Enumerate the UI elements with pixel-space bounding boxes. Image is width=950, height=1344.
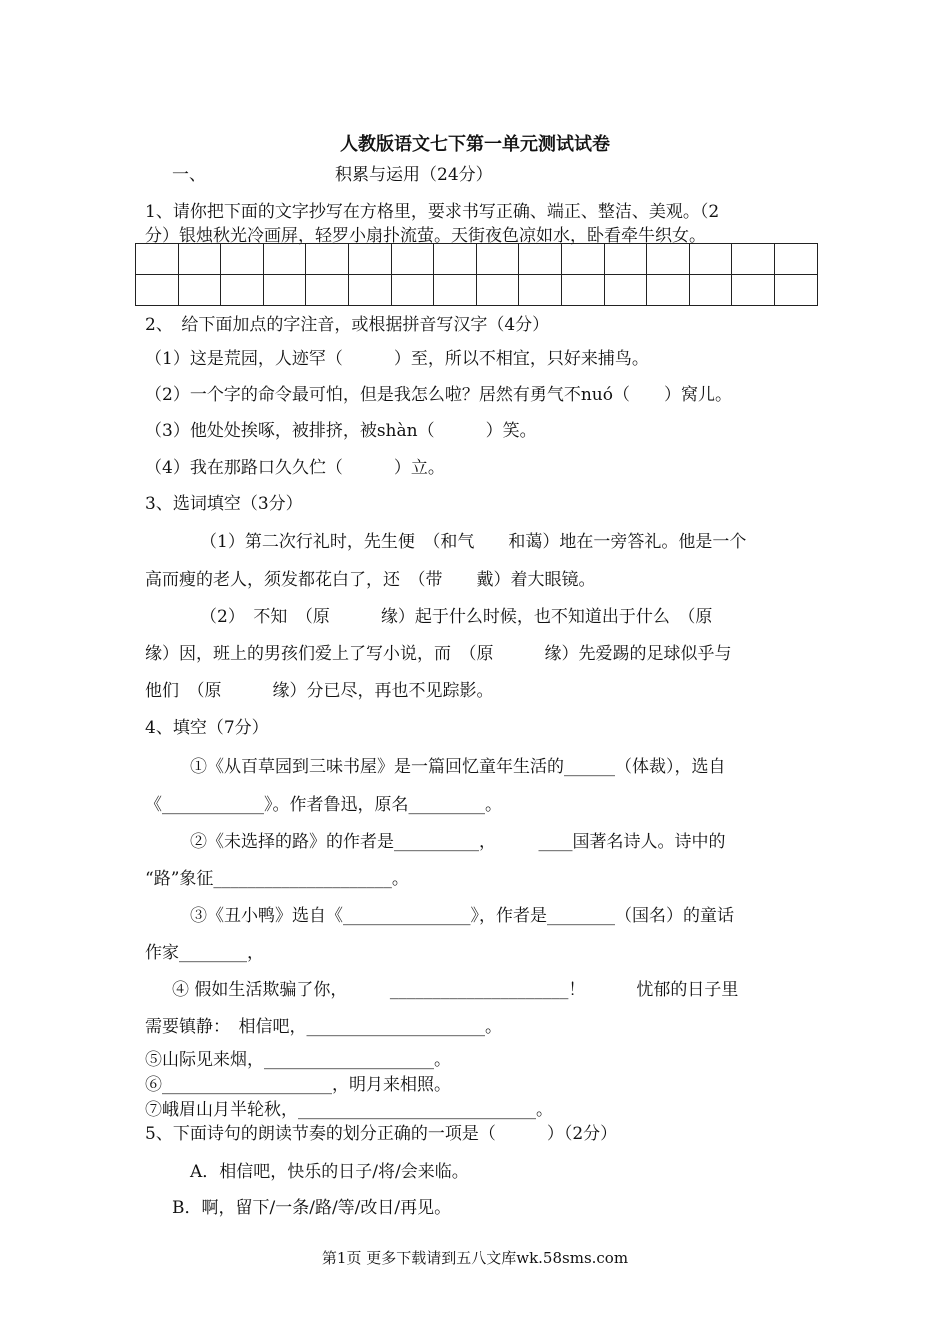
grid-cell[interactable] [689,244,732,275]
q4-item7: ⑦峨眉山月半轮秋，____________________________。 [145,1100,553,1120]
grid-cell[interactable] [221,275,264,306]
grid-cell[interactable] [391,275,434,306]
grid-cell[interactable] [732,244,775,275]
q3-p1-line2: 高而瘦的老人，须发都花白了，还 （带 戴）着大眼镜。 [145,570,596,590]
q4-item1-line2: 《____________》。作者鲁迅，原名_________。 [145,795,502,815]
grid-cell[interactable] [221,244,264,275]
q2-item-2: （2）一个字的命令最可怕，但是我怎么啦？居然有勇气不nuó（ ）窝儿。 [145,385,732,405]
grid-cell[interactable] [306,244,349,275]
q3-heading: 3、选词填空（3分） [145,494,303,514]
grid-cell[interactable] [604,244,647,275]
grid-cell[interactable] [519,244,562,275]
grid-cell[interactable] [732,275,775,306]
grid-cell[interactable] [434,244,477,275]
q3-p2-line2: 缘）因，班上的男孩们爱上了写小说，而 （原 缘）先爱踢的足球似乎与 [145,644,732,664]
grid-cell[interactable] [689,275,732,306]
q2-heading: 2、 给下面加点的字注音，或根据拼音写汉字（4分） [145,315,550,335]
q3-p2-line3: 他们 （原 缘）分已尽，再也不见踪影。 [145,681,494,701]
grid-cell[interactable] [774,275,817,306]
q4-heading: 4、填空（7分） [145,718,269,738]
grid-cell[interactable] [476,244,519,275]
grid-cell[interactable] [263,275,306,306]
writing-grid [135,243,818,306]
grid-cell[interactable] [774,244,817,275]
grid-cell[interactable] [604,275,647,306]
q2-item-4: （4）我在那路口久久伫（ ）立。 [145,458,445,478]
grid-cell[interactable] [178,275,221,306]
grid-cell[interactable] [519,275,562,306]
page-footer: 第1页 更多下载请到五八文库wk.58sms.com [321,1249,629,1267]
page-title: 人教版语文七下第一单元测试试卷 [340,134,610,155]
grid-cell[interactable] [178,244,221,275]
grid-cell[interactable] [348,275,391,306]
grid-cell[interactable] [348,244,391,275]
q4-item1-line1: ①《从百草园到三味书屋》是一篇回忆童年生活的______（体裁），选自 [190,757,726,777]
section-number: 一、 [172,165,206,185]
q4-item4-line1: ④ 假如生活欺骗了你， _____________________！ 忧郁的日子里 [172,980,739,1000]
grid-cell[interactable] [306,275,349,306]
section-heading: 积累与运用（24分） [335,165,493,185]
q4-item6: ⑥____________________，明月来相照。 [145,1075,451,1095]
q1-line1: 1、请你把下面的文字抄写在方格里，要求书写正确、端正、整洁、美观。（2 [145,202,720,222]
q5-heading: 5、下面诗句的朗读节奏的划分正确的一项是（ ）（2分） [145,1124,618,1144]
q4-item2-line1: ②《未选择的路》的作者是__________， ____国著名诗人。诗中的 [190,832,726,852]
q4-item2-line2: “路”象征_____________________。 [145,869,409,889]
grid-cell[interactable] [647,244,690,275]
grid-cell[interactable] [434,275,477,306]
q2-item-1: （1）这是荒园，人迹罕（ ）至，所以不相宜，只好来捕鸟。 [145,349,649,369]
grid-cell[interactable] [136,275,179,306]
q3-p1-line1: （1）第二次行礼时，先生便 （和气 和蔼）地在一旁答礼。他是一个 [200,532,747,552]
q1-line2: 分）银烛秋光冷画屏，轻罗小扇扑流萤。天街夜色凉如水，卧看牵牛织女。 [145,226,706,246]
grid-row [136,275,818,306]
q4-item4-line2: 需要镇静： 相信吧，_____________________。 [145,1017,502,1037]
q5-option-b: B．啊，留下/一条/路/等/改日/再见。 [172,1198,452,1218]
q2-item-3: （3）他处处挨啄，被排挤，被shàn（ ）笑。 [145,421,537,441]
q4-item3-line2: 作家________， [145,943,264,963]
q3-p2-line1: （2） 不知 （原 缘）起于什么时候，也不知道出于什么 （原 [200,607,713,627]
q4-item3-line1: ③《丑小鸭》选自《_______________》，作者是________（国名）的童话 [190,906,734,926]
q5-option-a: A．相信吧，快乐的日子/将/会来临。 [190,1162,469,1182]
grid-cell[interactable] [561,244,604,275]
grid-row [136,244,818,275]
grid-cell[interactable] [391,244,434,275]
grid-cell[interactable] [263,244,306,275]
grid-cell[interactable] [561,275,604,306]
grid-cell[interactable] [136,244,179,275]
grid-cell[interactable] [476,275,519,306]
grid-cell[interactable] [647,275,690,306]
q4-item5: ⑤山际见来烟，____________________。 [145,1050,451,1070]
